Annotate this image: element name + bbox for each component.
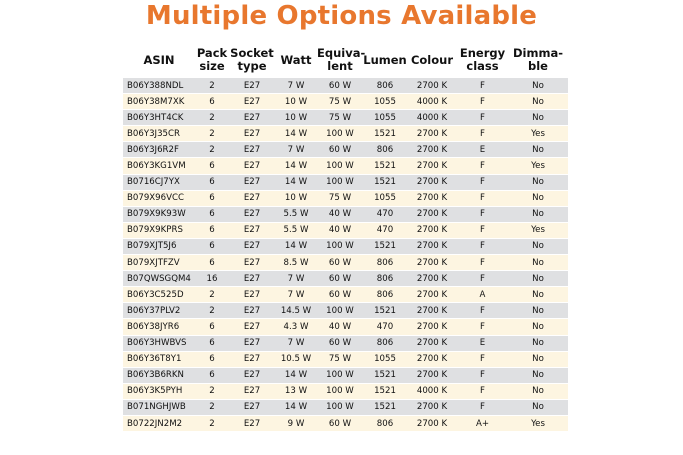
cell-energy-class: F (457, 175, 508, 190)
cell-socket-type: E27 (229, 207, 275, 222)
cell-equivalent: 75 W (317, 352, 363, 367)
cell-lumen: 1521 (363, 239, 407, 254)
cell-dimmable: No (508, 400, 568, 415)
cell-lumen: 806 (363, 336, 407, 351)
cell-asin: B079X9KPRS (123, 223, 195, 238)
cell-pack-size: 6 (195, 319, 229, 334)
cell-lumen: 806 (363, 416, 407, 431)
cell-energy-class: F (457, 94, 508, 109)
table-row (123, 303, 568, 318)
page-title: Multiple Options Available (145, 1, 538, 31)
cell-pack-size: 6 (195, 94, 229, 109)
cell-dimmable: No (508, 303, 568, 318)
cell-lumen: 806 (363, 255, 407, 270)
cell-pack-size: 16 (195, 271, 229, 286)
cell-colour: 2700 K (407, 319, 457, 334)
cell-equivalent: 60 W (317, 255, 363, 270)
cell-socket-type: E27 (229, 336, 275, 351)
cell-watt: 10 W (275, 110, 317, 125)
cell-dimmable: No (508, 239, 568, 254)
cell-equivalent: 100 W (317, 400, 363, 415)
cell-equivalent: 40 W (317, 207, 363, 222)
cell-energy-class: E (457, 336, 508, 351)
cell-equivalent: 100 W (317, 239, 363, 254)
cell-colour: 2700 K (407, 303, 457, 318)
cell-watt: 7 W (275, 271, 317, 286)
cell-colour: 4000 K (407, 110, 457, 125)
product-options-table (123, 42, 568, 432)
cell-dimmable: No (508, 352, 568, 367)
cell-energy-class: F (457, 368, 508, 383)
table-row (123, 255, 568, 270)
cell-dimmable: No (508, 94, 568, 109)
cell-watt: 14 W (275, 239, 317, 254)
cell-socket-type: E27 (229, 400, 275, 415)
cell-asin: B0716CJ7YX (123, 175, 195, 190)
cell-asin: B06Y37PLV2 (123, 303, 195, 318)
table-row (123, 175, 568, 190)
table-row (123, 207, 568, 222)
cell-asin: B06Y3C525D (123, 287, 195, 302)
cell-watt: 14 W (275, 158, 317, 173)
table-row (123, 319, 568, 334)
cell-socket-type: E27 (229, 239, 275, 254)
cell-socket-type: E27 (229, 319, 275, 334)
cell-watt: 7 W (275, 287, 317, 302)
cell-colour: 2700 K (407, 287, 457, 302)
cell-asin: B06Y3HT4CK (123, 110, 195, 125)
cell-colour: 4000 K (407, 384, 457, 399)
cell-dimmable: No (508, 191, 568, 206)
cell-equivalent: 100 W (317, 158, 363, 173)
cell-energy-class: F (457, 126, 508, 141)
cell-pack-size: 6 (195, 175, 229, 190)
cell-dimmable: No (508, 368, 568, 383)
table-row (123, 239, 568, 254)
cell-asin: B071NGHJWB (123, 400, 195, 415)
cell-pack-size: 2 (195, 384, 229, 399)
cell-watt: 7 W (275, 336, 317, 351)
cell-watt: 5.5 W (275, 223, 317, 238)
cell-watt: 10 W (275, 94, 317, 109)
table-body (123, 78, 568, 431)
cell-asin: B079XJTFZV (123, 255, 195, 270)
cell-asin: B06Y38M7XK (123, 94, 195, 109)
cell-lumen: 1521 (363, 303, 407, 318)
cell-watt: 8.5 W (275, 255, 317, 270)
cell-asin: B06Y3HWBVS (123, 336, 195, 351)
col-header-watt: Watt (280, 52, 312, 67)
cell-pack-size: 2 (195, 416, 229, 431)
cell-colour: 2700 K (407, 352, 457, 367)
cell-dimmable: No (508, 336, 568, 351)
cell-colour: 2700 K (407, 126, 457, 141)
cell-pack-size: 6 (195, 336, 229, 351)
cell-dimmable: No (508, 110, 568, 125)
table-row (123, 287, 568, 302)
cell-lumen: 1055 (363, 94, 407, 109)
cell-watt: 14 W (275, 400, 317, 415)
cell-pack-size: 2 (195, 78, 229, 93)
cell-pack-size: 2 (195, 400, 229, 415)
cell-asin: B07QWSGQM4 (123, 271, 195, 286)
table-row (123, 223, 568, 238)
cell-energy-class: F (457, 239, 508, 254)
cell-socket-type: E27 (229, 416, 275, 431)
cell-lumen: 1055 (363, 352, 407, 367)
cell-pack-size: 2 (195, 287, 229, 302)
cell-equivalent: 60 W (317, 142, 363, 157)
cell-asin: B06Y36T8Y1 (123, 352, 195, 367)
cell-energy-class: F (457, 255, 508, 270)
cell-equivalent: 100 W (317, 175, 363, 190)
col-header-asin: ASIN (143, 52, 175, 67)
col-header-pack-size: Pack size (196, 46, 228, 73)
cell-colour: 2700 K (407, 416, 457, 431)
cell-socket-type: E27 (229, 142, 275, 157)
cell-colour: 2700 K (407, 400, 457, 415)
cell-watt: 7 W (275, 142, 317, 157)
cell-watt: 5.5 W (275, 207, 317, 222)
cell-socket-type: E27 (229, 126, 275, 141)
cell-socket-type: E27 (229, 384, 275, 399)
cell-equivalent: 60 W (317, 78, 363, 93)
header-row (123, 43, 568, 77)
table-row (123, 142, 568, 157)
cell-colour: 2700 K (407, 142, 457, 157)
table-row (123, 110, 568, 125)
cell-lumen: 806 (363, 78, 407, 93)
cell-pack-size: 2 (195, 126, 229, 141)
cell-socket-type: E27 (229, 78, 275, 93)
cell-watt: 14.5 W (275, 303, 317, 318)
table-row (123, 94, 568, 109)
cell-asin: B079XJT5J6 (123, 239, 195, 254)
cell-socket-type: E27 (229, 352, 275, 367)
cell-equivalent: 100 W (317, 368, 363, 383)
cell-dimmable: No (508, 271, 568, 286)
cell-pack-size: 6 (195, 239, 229, 254)
cell-energy-class: F (457, 319, 508, 334)
cell-energy-class: F (457, 78, 508, 93)
cell-equivalent: 60 W (317, 336, 363, 351)
cell-lumen: 1521 (363, 158, 407, 173)
cell-equivalent: 75 W (317, 110, 363, 125)
cell-pack-size: 2 (195, 303, 229, 318)
cell-asin: B06Y3J35CR (123, 126, 195, 141)
cell-socket-type: E27 (229, 287, 275, 302)
cell-lumen: 1521 (363, 384, 407, 399)
cell-watt: 10 W (275, 191, 317, 206)
cell-energy-class: E (457, 142, 508, 157)
cell-lumen: 1055 (363, 110, 407, 125)
cell-dimmable: No (508, 255, 568, 270)
cell-equivalent: 75 W (317, 94, 363, 109)
cell-dimmable: Yes (508, 126, 568, 141)
cell-lumen: 1521 (363, 126, 407, 141)
cell-lumen: 470 (363, 207, 407, 222)
cell-equivalent: 40 W (317, 319, 363, 334)
cell-lumen: 1521 (363, 175, 407, 190)
cell-equivalent: 60 W (317, 287, 363, 302)
cell-asin: B06Y3KG1VM (123, 158, 195, 173)
cell-dimmable: No (508, 319, 568, 334)
cell-lumen: 1521 (363, 400, 407, 415)
cell-equivalent: 100 W (317, 303, 363, 318)
cell-socket-type: E27 (229, 94, 275, 109)
cell-socket-type: E27 (229, 368, 275, 383)
cell-dimmable: Yes (508, 223, 568, 238)
cell-colour: 2700 K (407, 336, 457, 351)
cell-energy-class: F (457, 110, 508, 125)
cell-dimmable: No (508, 142, 568, 157)
cell-pack-size: 6 (195, 368, 229, 383)
cell-dimmable: No (508, 78, 568, 93)
cell-energy-class: A+ (457, 416, 508, 431)
cell-watt: 4.3 W (275, 319, 317, 334)
cell-energy-class: F (457, 207, 508, 222)
cell-asin: B079X96VCC (123, 191, 195, 206)
col-header-dimmable: Dimma- ble (513, 46, 563, 73)
cell-lumen: 806 (363, 271, 407, 286)
cell-dimmable: No (508, 175, 568, 190)
cell-socket-type: E27 (229, 158, 275, 173)
table-row (123, 400, 568, 415)
cell-pack-size: 2 (195, 142, 229, 157)
cell-energy-class: F (457, 271, 508, 286)
cell-energy-class: F (457, 223, 508, 238)
cell-lumen: 470 (363, 223, 407, 238)
cell-energy-class: F (457, 158, 508, 173)
cell-pack-size: 6 (195, 158, 229, 173)
table-row (123, 384, 568, 399)
cell-colour: 2700 K (407, 239, 457, 254)
cell-energy-class: F (457, 303, 508, 318)
cell-watt: 10.5 W (275, 352, 317, 367)
table-row (123, 191, 568, 206)
cell-equivalent: 75 W (317, 191, 363, 206)
cell-lumen: 806 (363, 287, 407, 302)
cell-pack-size: 6 (195, 223, 229, 238)
table-row (123, 78, 568, 93)
cell-asin: B06Y388NDL (123, 78, 195, 93)
cell-dimmable: No (508, 287, 568, 302)
cell-asin: B06Y3J6R2F (123, 142, 195, 157)
cell-socket-type: E27 (229, 223, 275, 238)
cell-dimmable: Yes (508, 416, 568, 431)
cell-watt: 14 W (275, 175, 317, 190)
cell-watt: 13 W (275, 384, 317, 399)
cell-watt: 14 W (275, 126, 317, 141)
cell-socket-type: E27 (229, 110, 275, 125)
cell-colour: 2700 K (407, 207, 457, 222)
cell-colour: 2700 K (407, 191, 457, 206)
cell-colour: 2700 K (407, 368, 457, 383)
cell-energy-class: F (457, 191, 508, 206)
cell-pack-size: 2 (195, 110, 229, 125)
cell-equivalent: 100 W (317, 126, 363, 141)
cell-energy-class: A (457, 287, 508, 302)
col-header-colour: Colour (410, 52, 454, 67)
cell-energy-class: F (457, 384, 508, 399)
col-header-energy-class: Energy class (459, 46, 506, 73)
cell-socket-type: E27 (229, 271, 275, 286)
cell-equivalent: 40 W (317, 223, 363, 238)
cell-colour: 4000 K (407, 94, 457, 109)
cell-colour: 2700 K (407, 223, 457, 238)
cell-watt: 14 W (275, 368, 317, 383)
cell-dimmable: Yes (508, 158, 568, 173)
table-row (123, 416, 568, 431)
cell-colour: 2700 K (407, 78, 457, 93)
cell-asin: B06Y3B6RKN (123, 368, 195, 383)
table-row (123, 126, 568, 141)
cell-lumen: 1521 (363, 368, 407, 383)
cell-pack-size: 6 (195, 352, 229, 367)
table-row (123, 368, 568, 383)
cell-dimmable: No (508, 207, 568, 222)
cell-asin: B079X9K93W (123, 207, 195, 222)
cell-watt: 9 W (275, 416, 317, 431)
cell-colour: 2700 K (407, 271, 457, 286)
table-row (123, 271, 568, 286)
col-header-lumen: Lumen (363, 52, 407, 67)
cell-energy-class: F (457, 400, 508, 415)
cell-pack-size: 6 (195, 191, 229, 206)
cell-equivalent: 60 W (317, 271, 363, 286)
cell-socket-type: E27 (229, 191, 275, 206)
cell-asin: B06Y38JYR6 (123, 319, 195, 334)
cell-asin: B06Y3K5PYH (123, 384, 195, 399)
cell-watt: 7 W (275, 78, 317, 93)
table-row (123, 158, 568, 173)
col-header-equivalent: Equiva- lent (317, 46, 366, 73)
cell-lumen: 1055 (363, 191, 407, 206)
cell-asin: B0722JN2M2 (123, 416, 195, 431)
cell-equivalent: 100 W (317, 384, 363, 399)
cell-lumen: 470 (363, 319, 407, 334)
cell-pack-size: 6 (195, 255, 229, 270)
table-row (123, 352, 568, 367)
cell-dimmable: No (508, 384, 568, 399)
cell-socket-type: E27 (229, 255, 275, 270)
cell-colour: 2700 K (407, 158, 457, 173)
cell-socket-type: E27 (229, 303, 275, 318)
cell-pack-size: 6 (195, 207, 229, 222)
cell-lumen: 806 (363, 142, 407, 157)
cell-socket-type: E27 (229, 175, 275, 190)
cell-energy-class: F (457, 352, 508, 367)
table-row (123, 336, 568, 351)
cell-colour: 2700 K (407, 255, 457, 270)
cell-equivalent: 60 W (317, 416, 363, 431)
cell-colour: 2700 K (407, 175, 457, 190)
col-header-socket-type: Socket type (230, 46, 274, 73)
